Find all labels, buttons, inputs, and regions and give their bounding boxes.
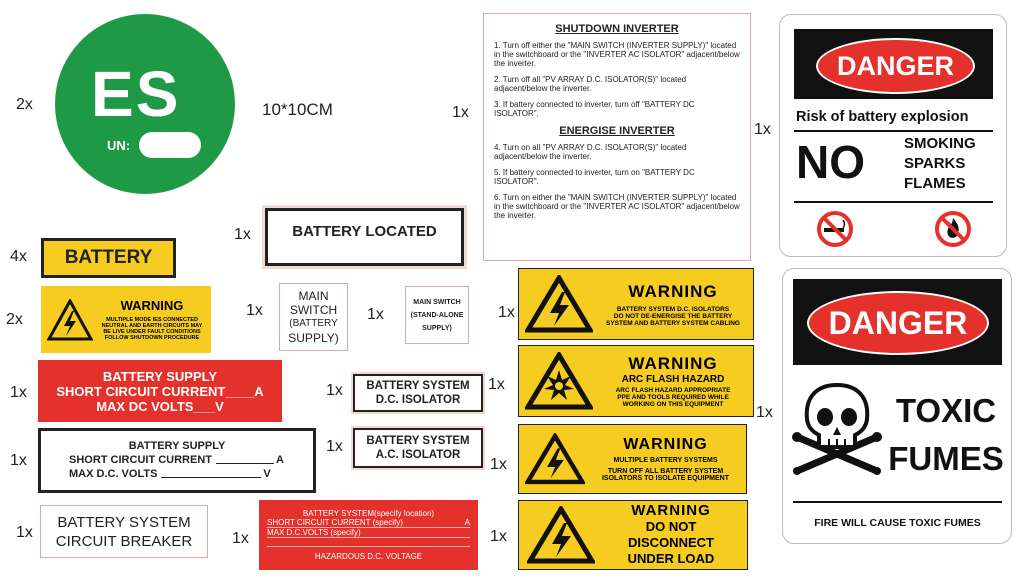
quantity-label: 1x	[490, 456, 507, 473]
main-switch-standalone-label	[405, 286, 469, 344]
warning-line: MULTIPLE MODE IES CONNECTED	[106, 317, 198, 323]
hazard-item: FLAMES	[904, 175, 966, 192]
label-line: BATTERY SYSTEM	[366, 435, 470, 447]
warning-line: BE LIVE UNDER FAULT CONDITIONS	[103, 329, 201, 335]
battery-system-ac-isolator-label	[353, 428, 483, 468]
quantity-label: 2x	[6, 311, 23, 328]
warning-line: FOLLOW SHUTDOWN PROCEDURE	[104, 335, 200, 341]
quantity-label: 1x	[754, 121, 771, 138]
warning-line: DISCONNECT	[628, 535, 714, 550]
es-sticker	[55, 14, 235, 194]
energise-step: 6. Turn on either the "MAIN SWITCH (INVERTER SUPPLY)" located in the switchboard or the "INVERTER AC ISOLATOR" adjacent/below the inverter.	[494, 193, 740, 220]
danger-subtitle: Risk of battery explosion	[796, 109, 969, 125]
battery-supply-red-label	[38, 360, 282, 422]
energise-title: ENERGISE INVERTER	[559, 125, 675, 137]
label-title: BATTERY SUPPLY	[128, 440, 226, 452]
label-line: SUPPLY)	[422, 324, 452, 332]
label-line: (STAND-ALONE	[410, 311, 464, 319]
es-letters: ES	[91, 58, 181, 130]
danger-toxic-fumes-sign	[782, 268, 1012, 544]
warning-subtitle: MULTIPLE BATTERY SYSTEMS	[613, 457, 718, 464]
shutdown-step: 3. If battery connected to inverter, turn off "BATTERY DC ISOLATOR".	[494, 100, 695, 118]
label-line: SHORT CIRCUIT CURRENT____A	[56, 383, 264, 399]
danger-header: DANGER	[836, 50, 954, 81]
toxic-line: TOXIC	[895, 392, 997, 429]
hazard-triangle-icon	[525, 275, 593, 333]
label-line: (BATTERY	[289, 318, 338, 329]
label-line: HAZARDOUS D.C. VOLTAGE	[314, 552, 423, 561]
size-note: 10*10CM	[262, 100, 333, 119]
warning-line: ISOLATORS TO ISOLATE EQUIPMENT	[601, 475, 730, 482]
quantity-label: 1x	[326, 382, 343, 399]
energise-step: 4. Turn on all "PV ARRAY D.C. ISOLATOR(S)" located adjacent/below the inverter.	[494, 143, 687, 161]
unit: V	[263, 468, 271, 480]
quantity-label: 1x	[498, 304, 515, 321]
quantity-label: 4x	[10, 248, 27, 265]
warning-title: WARNING	[120, 298, 184, 313]
warning-subtitle: ARC FLASH HAZARD	[621, 374, 725, 385]
no-flames-icon	[934, 210, 972, 248]
label-line: SHORT CIRCUIT CURRENT (specify)	[267, 518, 403, 527]
quantity-label: 1x	[488, 376, 505, 393]
shutdown-inverter-sign	[483, 13, 751, 261]
label-line: SWITCH	[289, 303, 338, 317]
toxic-footer: FIRE WILL CAUSE TOXIC FUMES	[814, 517, 981, 529]
warning-line: TURN OFF ALL BATTERY SYSTEM	[607, 468, 724, 475]
quantity-label: 1x	[367, 306, 384, 323]
label-line: CIRCUIT BREAKER	[55, 532, 193, 550]
battery-system-circuit-breaker-label	[40, 505, 208, 558]
quantity-label: 1x	[756, 404, 773, 421]
hazard-item: SMOKING	[904, 135, 976, 152]
quantity-label: 1x	[452, 104, 469, 121]
warning-line: UNDER LOAD	[627, 551, 715, 566]
warning-line: WORKING ON THIS EQUIPMENT	[622, 401, 724, 408]
quantity-label: 1x	[234, 226, 251, 243]
no-label: NO	[796, 136, 865, 188]
shutdown-step: 2. Turn off all "PV ARRAY D.C. ISOLATOR(S)" located adjacent/below the inverter.	[494, 75, 687, 93]
danger-header: DANGER	[828, 304, 968, 341]
battery-located-label: BATTERY LOCATED	[265, 208, 464, 266]
warning-line: SYSTEM AND BATTERY SYSTEM CABLING	[606, 319, 740, 327]
warning-title: WARNING	[628, 354, 718, 373]
battery-label: BATTERY	[41, 238, 176, 278]
warning-multiple-battery-sign	[518, 424, 747, 494]
warning-multiple-mode-sign	[41, 286, 211, 353]
toxic-line: FUMES	[888, 440, 1004, 477]
shutdown-title: SHUTDOWN INVERTER	[555, 23, 679, 35]
quantity-label: 1x	[10, 452, 27, 469]
hazard-triangle-icon	[525, 433, 585, 485]
quantity-label: 1x	[16, 524, 33, 541]
label-line: SUPPLY)	[288, 331, 339, 345]
warning-title: WARNING	[623, 436, 708, 453]
label-line: MAX D.C.VOLTS (specify)	[267, 528, 470, 538]
label-line: MAIN	[298, 289, 329, 303]
quantity-label: 2x	[16, 96, 33, 113]
warning-line: ARC FLASH HAZARD APPROPRIATE	[615, 387, 731, 394]
quantity-label: 1x	[246, 302, 263, 319]
main-switch-battery-label	[279, 283, 348, 351]
warning-title: WARNING	[631, 502, 711, 519]
arc-flash-icon	[525, 352, 593, 410]
battery-supply-white-label	[38, 428, 316, 493]
label-line: MAX DC VOLTS___V	[96, 398, 224, 414]
warning-line: PPE AND TOOLS REQUIRED WHILE	[617, 394, 729, 401]
quantity-label: 1x	[326, 438, 343, 455]
unit: A	[276, 454, 284, 466]
label-line: BATTERY SYSTEM(specify location)	[302, 509, 435, 518]
shutdown-step: 1. Turn off either the "MAIN SWITCH (INVERTER SUPPLY)" located in the switchboard or the "INVERTER AC ISOLATOR" adjacent/below the inverter.	[494, 41, 740, 68]
label-line: BATTERY SYSTEM	[366, 380, 470, 392]
no-smoking-icon	[816, 210, 854, 248]
quantity-label: 1x	[232, 530, 249, 547]
label-row: SHORT CIRCUIT CURRENT	[69, 454, 212, 466]
warning-line: DO NOT	[645, 519, 697, 534]
warning-line: BATTERY SYSTEM D.C. ISOLATORS	[616, 305, 730, 313]
unit: A	[464, 518, 470, 527]
energise-step: 5. If battery connected to inverter, turn on "BATTERY DC ISOLATOR".	[494, 168, 695, 186]
quantity-label: 1x	[490, 528, 507, 545]
warning-arc-flash-sign	[518, 345, 754, 417]
label-line: A.C. ISOLATOR	[375, 449, 461, 461]
danger-battery-explosion-sign	[779, 14, 1007, 257]
hazard-triangle-icon	[527, 506, 595, 564]
un-label: UN:	[107, 138, 131, 153]
label-row: MAX D.C. VOLTS	[69, 468, 158, 480]
skull-crossbones-icon	[789, 379, 885, 475]
hazard-item: SPARKS	[904, 155, 966, 172]
label-line: BATTERY SYSTEM	[57, 513, 191, 531]
warning-dc-isolators-sign	[518, 268, 754, 340]
un-blank-pill	[139, 132, 201, 158]
warning-title: WARNING	[628, 281, 718, 301]
warning-line: DO NOT DE-ENERGISE THE BATTERY	[613, 312, 733, 320]
quantity-label: 1x	[10, 384, 27, 401]
label-line: MAIN SWITCH	[413, 298, 461, 306]
battery-system-specify-label	[259, 500, 478, 570]
label-line: D.C. ISOLATOR	[375, 394, 461, 406]
warning-line: NEUTRAL AND EARTH CIRCUITS MAY	[101, 323, 203, 329]
hazard-triangle-icon	[47, 299, 93, 341]
warning-do-not-disconnect-sign	[518, 500, 748, 570]
battery-system-dc-isolator-label	[353, 374, 483, 412]
label-line: BATTERY SUPPLY	[102, 368, 218, 384]
